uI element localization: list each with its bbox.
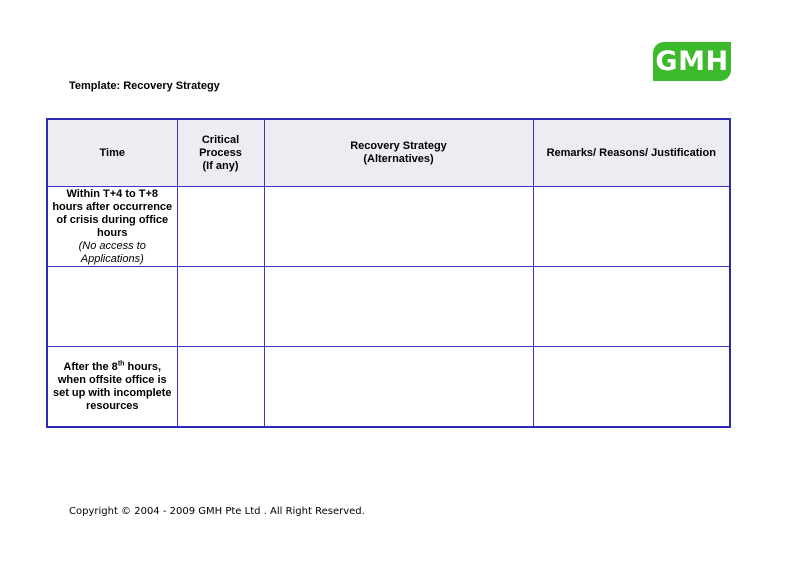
row2-remarks-cell[interactable]	[533, 267, 730, 347]
row2-recovery-strategy-cell[interactable]	[264, 267, 533, 347]
recovery-strategy-table	[46, 118, 731, 428]
table-row	[47, 267, 730, 347]
header-critical-process-line1: Critical	[201, 133, 240, 146]
row3-time-cell	[47, 347, 177, 428]
table-row	[47, 347, 730, 428]
header-recovery-strategy	[264, 119, 533, 187]
page-title: Template: Recovery Strategy	[69, 80, 220, 92]
header-recovery-strategy-line1: Recovery Strategy	[350, 140, 447, 152]
table-row	[47, 187, 730, 267]
row3-remarks-cell[interactable]	[533, 347, 730, 428]
table-header-row	[47, 119, 730, 187]
row3-recovery-strategy-cell[interactable]	[264, 347, 533, 428]
row3-time-prefix: After the 8	[63, 360, 118, 373]
header-remarks: Remarks/ Reasons/ Justification	[533, 119, 730, 187]
header-critical-process	[177, 119, 264, 187]
row3-time-superscript: th	[117, 359, 125, 367]
row1-time-text: Within T+4 to T+8 hours after occurrence of crisis during office hours	[52, 187, 173, 239]
header-critical-process-line2: Process	[199, 146, 242, 159]
row2-critical-process-cell[interactable]	[177, 267, 264, 347]
gmh-logo: GMH	[653, 42, 731, 81]
row1-time-cell	[47, 187, 177, 267]
row1-time-note: (No access to Applications)	[78, 239, 146, 265]
row1-remarks-cell[interactable]	[533, 187, 730, 267]
header-recovery-strategy-line2: (Alternatives)	[363, 153, 434, 165]
copyright-notice: Copyright © 2004 - 2009 GMH Pte Ltd . All Right Reserved.	[69, 506, 365, 517]
row1-recovery-strategy-cell[interactable]	[264, 187, 533, 267]
row3-time-suffix: hours, when offsite office is set up with incomplete resources	[52, 360, 172, 412]
row1-critical-process-cell[interactable]	[177, 187, 264, 267]
row3-critical-process-cell[interactable]	[177, 347, 264, 428]
header-time: Time	[47, 119, 177, 187]
header-critical-process-line3: (If any)	[202, 159, 239, 172]
row2-time-cell[interactable]	[47, 267, 177, 347]
